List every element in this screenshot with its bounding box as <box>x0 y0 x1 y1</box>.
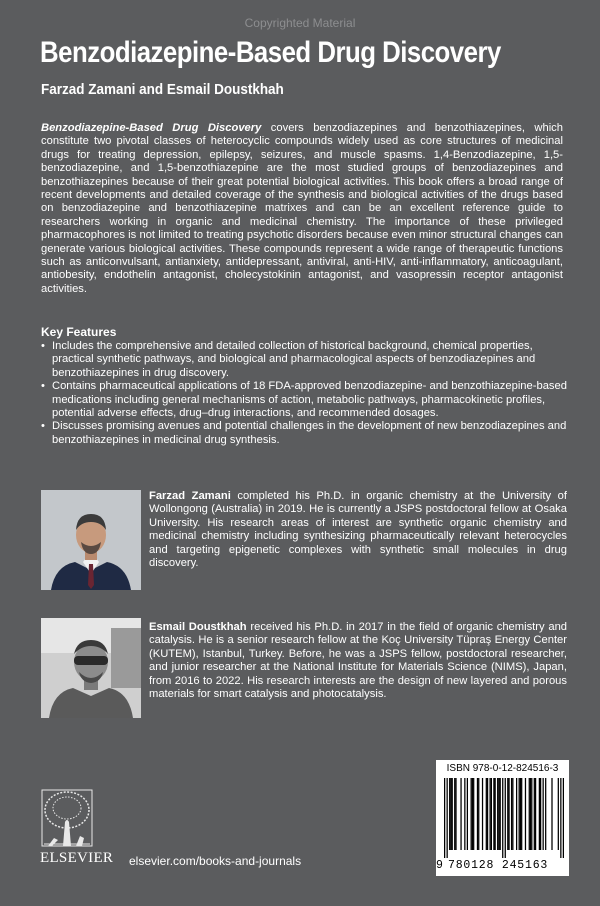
portrait-image <box>41 490 141 590</box>
barcode-bar <box>535 778 536 850</box>
barcode-bar <box>540 778 541 850</box>
author-bio-text: received his Ph.D. in 2017 in the field of organic chemistry and catalysis. He is a senior research fellow at the Koç University Tüpraş Energy Center (KUTEM), Istanbul, Turkey. Before, he was a JSPS fellow, postdoctoral researcher, and junior researcher at the National Institute for Materials Science (NIMS), Japan, from 2016 to 2022. His research interests are the design of new layered and porous materials for smart catalysis and photocatalysis. <box>149 621 568 701</box>
isbn-label: ISBN 978-0-12-824516-3 <box>446 763 559 774</box>
copyright-watermark: Copyrighted Material <box>244 16 356 30</box>
barcode-bar <box>531 778 532 850</box>
barcode-bar <box>477 778 478 850</box>
publisher-name: ELSEVIER <box>40 850 114 866</box>
barcode-bars <box>444 778 564 858</box>
barcode-bar <box>473 778 474 850</box>
barcode-bar <box>449 778 450 850</box>
barcode-bar <box>512 778 513 850</box>
barcode-bar <box>472 778 473 850</box>
ean-first-digit: 9 <box>436 859 444 872</box>
author-photo-esmail-doustkhah <box>41 618 141 718</box>
author-photo-farzad-zamani <box>41 490 141 590</box>
barcode-bar <box>516 778 517 850</box>
barcode-bar <box>495 778 496 850</box>
isbn-barcode <box>436 760 569 876</box>
barcode-bar <box>529 778 530 850</box>
barcode-bar <box>447 778 448 858</box>
barcode-bar <box>491 778 492 850</box>
barcode-bar <box>508 778 509 850</box>
key-feature-item: • Discusses promising avenues and potential challenges in the development of new benzodiazepines and benzothiazepines in medicinal drug synthesis. <box>41 420 571 447</box>
barcode-bar <box>539 778 540 850</box>
barcode-bar <box>460 778 461 850</box>
key-feature-item: • Contains pharmaceutical applications of 18 FDA-approved benzodiazepine- and benzothiazepine-based medications including general mechanisms of action, metabolic pathways, pharmacokinetic profiles, potential adverse effects, drug–drug interactions, and recommended dosages. <box>41 380 571 420</box>
barcode-bar <box>450 778 451 850</box>
barcode-bar <box>543 778 544 850</box>
barcode-bar <box>545 778 546 850</box>
key-features-list <box>41 340 571 447</box>
author-bio-esmail-doustkhah <box>149 621 567 701</box>
barcode-bar <box>519 778 520 850</box>
barcode-bar <box>454 778 455 850</box>
barcode-bar <box>455 778 456 850</box>
barcode-bar <box>493 778 494 850</box>
description-body: covers benzodiazepines and benzothiazepines, which constitute two pivotal classes of heterocyclic compounds widely used as core structures of medicinal drugs for treating depression, epilepsy, seizures, and muscle spasms. 1,4-Benzodiazepine, 1,5-benzodiazepine, and 1,5-benzothiazepine are the most studied groups of benzodiazepines and benzothiazepines because of their great potential biological activities. This book offers a broad range of recent developments and detailed coverage of the synthesis and biological activities of the drugs based on benzodiazepine and benzothiazepine matrixes and can be an excellent reference guide to researchers working in organic and medicinal chemistry. The importance of these privileged pharmacophores is not limited to treating psychotic disorders because even minor structural changes can generate various biological activities. These compounds represent a wide range of therapeutic functions such as anticonvulsant, antianxiety, antidepressant, antiviral, anti-HIV, anti-inflammatory, anticoagulant, antiobesity, endothelin antagonist, cholecystokinin antagonist, and vasopressin receptor antagonist activities. <box>41 122 563 295</box>
barcode-bar <box>520 778 521 850</box>
author-name: Esmail Doustkhah <box>149 621 247 633</box>
tree-icon <box>40 788 120 850</box>
author-name: Farzad Zamani <box>149 490 231 502</box>
barcode-bar <box>563 778 564 858</box>
barcode-bar <box>464 778 465 850</box>
barcode-bar <box>521 778 522 850</box>
barcode-bar <box>486 778 487 850</box>
barcode-bar <box>489 778 490 850</box>
barcode-bar <box>497 778 498 850</box>
barcode-bar <box>500 778 501 850</box>
book-title: Benzodiazepine-Based Drug Discovery <box>40 36 501 69</box>
author-bio-farzad-zamani <box>149 490 567 570</box>
key-feature-item: • Includes the comprehensive and detailed collection of historical background, chemical properties, practical synthetic pathways, and biological and pharmacological aspects of benzodiazepines and benzothiazepines in drug discovery. <box>41 340 571 380</box>
barcode-bar <box>452 778 453 850</box>
key-features-heading: Key Features <box>41 325 117 339</box>
barcode-bar <box>511 778 512 850</box>
barcode-bar <box>530 778 531 850</box>
barcode-bar <box>502 778 503 858</box>
book-authors: Farzad Zamani and Esmail Doustkhah <box>41 82 284 98</box>
barcode-bar <box>478 778 479 850</box>
barcode-bar <box>507 778 508 850</box>
barcode-bar <box>558 778 559 850</box>
barcode-bar <box>525 778 526 850</box>
barcode-bar <box>551 778 552 850</box>
barcode-bar <box>498 778 499 850</box>
barcode-bar <box>534 778 535 850</box>
description-lead-title: Benzodiazepine-Based Drug Discovery <box>41 122 262 134</box>
barcode-bar <box>505 778 506 858</box>
publisher-url: elsevier.com/books-and-journals <box>129 854 302 868</box>
portrait-image <box>41 618 141 718</box>
barcode-bar <box>471 778 472 850</box>
author-bio-text: completed his Ph.D. in organic chemistry at the University of Wollongong (Australia) in 2019. He is currently a JSPS postdoctoral fellow at Osaka University. His research areas of interest are synthetic organic chemistry and medicinal chemistry including synthesizing pharmaceutically relevant heterocycles and targeting epigenetic complexes with synthetic small molecules in drug discovery. <box>149 490 567 570</box>
barcode-bar <box>444 778 445 858</box>
barcode-bar <box>487 778 488 850</box>
barcode-bar <box>467 778 468 850</box>
ean-remaining-digits: 780128 245163 <box>448 859 549 872</box>
book-description <box>41 122 563 296</box>
barcode-bar <box>482 778 483 850</box>
barcode-bar <box>560 778 561 858</box>
